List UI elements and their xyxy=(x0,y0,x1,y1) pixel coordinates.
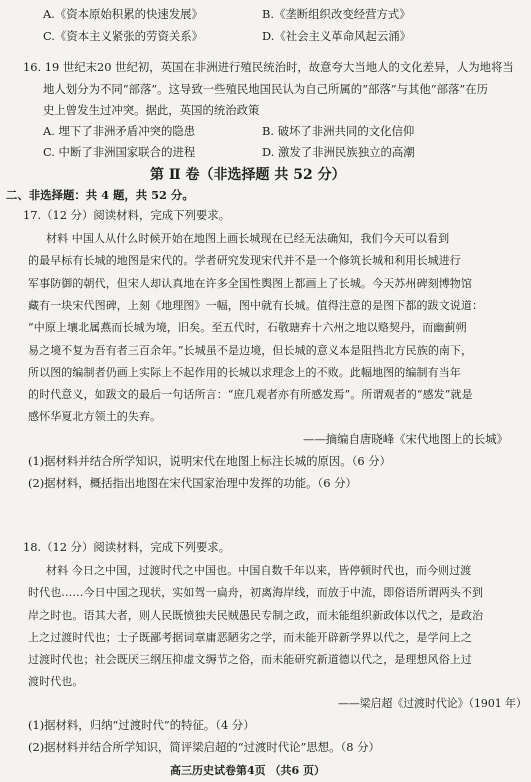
q16-option-c: C. 中断了非洲国家联合的进程 xyxy=(43,145,196,159)
q16-stem-line: 史上曾发生过冲突。据此，英国的统治政策 xyxy=(43,103,260,117)
q18-material-line: 上之过渡时代也；士子既鄙考据词章庸恶陋劣之学，而未能开辟新学界以代之，是学问上之 xyxy=(28,631,472,644)
q15-option-d: D.《社会主义革命风起云涌》 xyxy=(262,29,412,43)
q16-option-a: A. 埋下了非洲矛盾冲突的隐患 xyxy=(43,124,196,138)
q17-material-line: 易之境不复为吾有者三百余年。”长城虽不是边境，但长城的意义本是阻挡北方民族的南下， xyxy=(28,344,473,357)
q15-option-c: C.《资本主义紧张的劳资关系》 xyxy=(43,29,204,43)
section-title: 第 Ⅱ 卷（非选择题 共 52 分） xyxy=(150,167,346,183)
q17-material-line: 的时代意义，如跋文的最后一句话所言：“庶几观者亦有所感发焉”。所谓观者的“感发”就是 xyxy=(28,388,473,401)
section-heading: 二、非选择题：共 4 题，共 52 分。 xyxy=(6,188,194,202)
q17-material-line: 藏有一块宋代图碑，上刻《地理图》一幅，图中就有长城。值得注意的是图下都的跋文说道： xyxy=(28,299,484,312)
q16-option-d: D. 激发了非洲民族独立的高潮 xyxy=(262,145,415,159)
q18-intro: 18.（12 分）阅读材料，完成下列要求。 xyxy=(23,540,231,554)
q17-material-line: “中原上壤北属燕而长城为境，旧矣。至五代时，石敬瑭弃十六州之地以赂契丹，而幽蓟朔 xyxy=(28,321,467,334)
q17-intro: 17.（12 分）阅读材料，完成下列要求。 xyxy=(23,208,231,222)
q16-stem-line: 16. 19 世纪末20 世纪初，英国在非洲进行殖民统治时，故意夸大当地人的文化差异，人为地将当 xyxy=(23,60,514,74)
q17-material-line: 军事防御的朝代，但宋人却认真地在许多全国性舆图上都画上了长城。今天苏州碑刻博物馆 xyxy=(28,277,472,290)
q17-question: (1)据材料并结合所学知识，说明宋代在地图上标注长城的原因。（6 分） xyxy=(28,454,392,468)
q17-question: (2)据材料，概括指出地图在宋代国家治理中发挥的功能。（6 分） xyxy=(28,476,357,490)
q18-material-line: 岸之时也。语其大者，则人民既愤独夫民贼愚民专制之政，而未能组织新政体以代之，是政治 xyxy=(28,609,484,622)
q17-material-line: 的最早标有长城的地图是宋代的。学者研究发现宋代并不是一个修筑长城和利用长城进行 xyxy=(28,254,461,267)
q18-question: (1)据材料，归纳“过渡时代”的特征。（4 分） xyxy=(28,718,255,732)
q17-citation: ——摘编自唐晓峰《宋代地图上的长城》 xyxy=(303,432,509,446)
q18-material-line: 时代也……今日中国之现状，实如驾一扁舟，初离海岸线，而放于中流，即俗语所谓两头不到 xyxy=(28,586,484,599)
q18-question: (2)据材料并结合所学知识，简评梁启超的“过渡时代论”思想。（8 分） xyxy=(28,740,380,754)
q17-material-line: 所以图的编制者仍画上实际上不起作用的长城以求理念上的不败。此幅地图的编制有当年 xyxy=(28,366,461,379)
q16-option-b: B. 破坏了非洲共同的文化信仰 xyxy=(262,124,415,138)
page-footer: 高三历史试卷第4页 （共6 页） xyxy=(170,764,325,777)
q18-citation: ——梁启超《过渡时代论》（1901 年） xyxy=(338,696,527,710)
q18-material-line: 渡时代也。 xyxy=(28,675,84,688)
q17-material-line: 材料 中国人从什么时候开始在地图上画长城现在已经无法确知，我们今天可以看到 xyxy=(46,232,450,245)
q15-option-b: B.《垄断组织改变经营方式》 xyxy=(262,7,411,21)
q18-material-line: 材料 今日之中国，过渡时代之中国也。中国自数千年以来，皆停顿时代也，而今则过渡 xyxy=(46,564,472,577)
q15-option-a: A.《资本原始积累的快速发展》 xyxy=(43,7,203,21)
q18-material-line: 过渡时代也；社会既厌三纲压抑虚文缛节之俗，而未能研究新道德以代之，是理想风俗上过 xyxy=(28,653,472,666)
q16-stem-line: 地人划分为不同“部落”。这导致一些殖民地国民认为自己所属的“部落”与其他“部落”在历 xyxy=(43,82,489,96)
q17-material-line: 感怀华夏北方领土的失弃。 xyxy=(28,410,162,423)
